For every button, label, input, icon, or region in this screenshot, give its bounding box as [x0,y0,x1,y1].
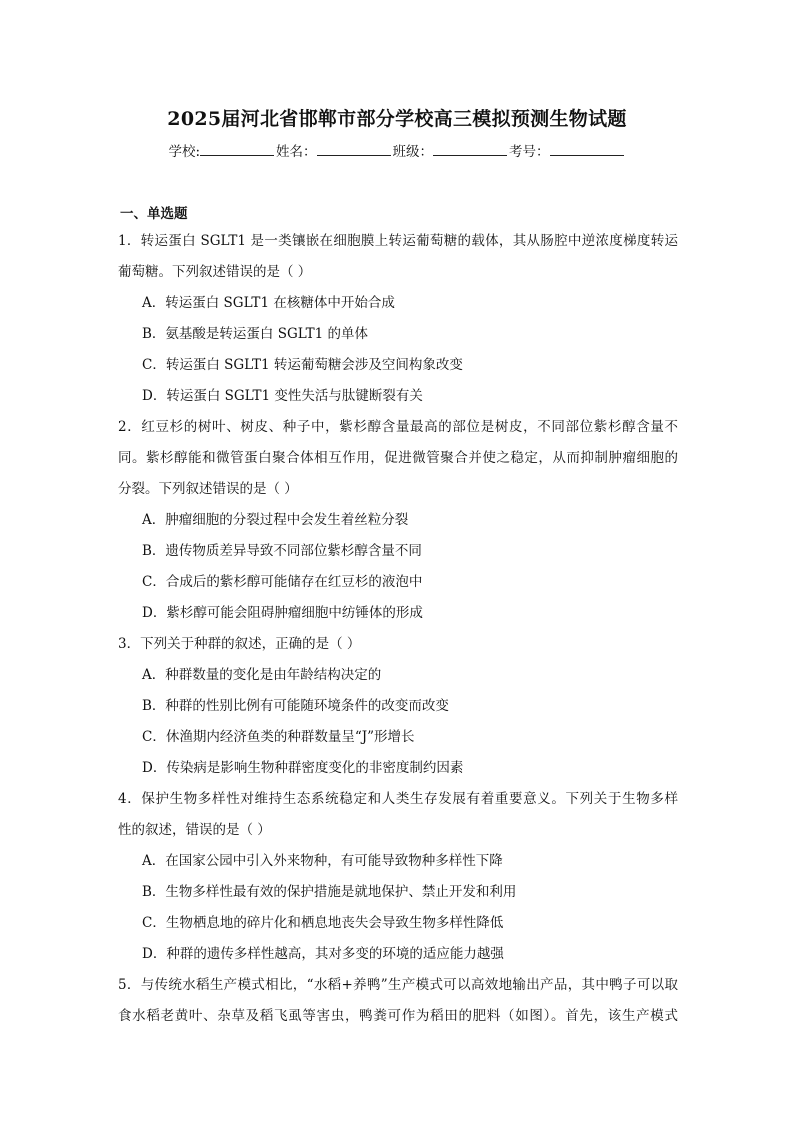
section-heading: 一、单选题 [120,206,188,222]
question-2 [118,412,678,629]
school-label: 学校: [168,144,201,160]
question-stem-line: 性的叙述，错误的是（ ） [118,822,271,838]
school-field [168,140,276,160]
question-stem-line: 葡萄糖。下列叙述错误的是（ ） [118,264,312,280]
exam-title: 2025届河北省邯郸市部分学校高三模拟预测生物试题 [167,108,627,130]
question-stem-line: 分裂。下列叙述错误的是（ ） [118,481,298,497]
option-d: D．转运蛋白 SGLT1 变性失活与肽键断裂有关 [142,388,423,404]
name-field [276,140,393,160]
option-a: A．在国家公园中引入外来物种，有可能导致物种多样性下降 [142,853,503,869]
question-3 [118,629,678,784]
option-b: B．种群的性别比例有可能随环境条件的改变而改变 [142,698,449,714]
class-blank[interactable] [433,143,507,156]
student-info-line [0,140,794,160]
exam-number-blank[interactable] [550,143,624,156]
option-b: B．生物多样性最有效的保护措施是就地保护、禁止开发和利用 [142,884,517,900]
option-c: C．转运蛋白 SGLT1 转运葡萄糖会涉及空间构象改变 [142,357,463,373]
name-label: 姓名： [276,144,317,160]
class-label: 班级： [392,144,434,160]
question-4 [118,784,678,970]
option-d: D．传染病是影响生物种群密度变化的非密度制约因素 [142,760,464,776]
question-list [118,226,678,1032]
question-stem-line: 1．转运蛋白 SGLT1 是一类镶嵌在细胞膜上转运葡萄糖的载体，其从肠腔中逆浓度梯度转运 [118,233,678,249]
name-blank[interactable] [317,143,391,156]
option-b: B．氨基酸是转运蛋白 SGLT1 的单体 [142,326,368,342]
school-blank[interactable] [200,143,274,156]
option-c: C．合成后的紫杉醇可能储存在红豆杉的液泡中 [142,574,423,590]
question-5 [118,970,678,1032]
question-stem-line: 4．保护生物多样性对维持生态系统稳定和人类生存发展有着重要意义。下列关于生物多样 [118,791,678,807]
question-stem-line: 2．红豆杉的树叶、树皮、种子中，紫杉醇含量最高的部位是树皮，不同部位紫杉醇含量不 [118,419,678,435]
option-a: A．肿瘤细胞的分裂过程中会发生着丝粒分裂 [142,512,409,528]
option-d: D．种群的遗传多样性越高，其对多变的环境的适应能力越强 [142,946,504,962]
exam-number-label: 考号： [509,144,550,160]
question-stem-line: 3．下列关于种群的叙述，正确的是（ ） [118,636,361,652]
question-1 [118,226,678,412]
question-stem-line: 食水稻老黄叶、杂草及稻飞虱等害虫，鸭粪可作为稻田的肥料（如图）。首先，该生产模式 [118,1008,678,1024]
question-stem-line: 5．与传统水稻生产模式相比，“水稻+养鸭”生产模式可以高效地输出产品，其中鸭子可以取 [118,977,678,993]
option-b: B．遗传物质差异导致不同部位紫杉醇含量不同 [142,543,422,559]
question-stem-line: 同。紫杉醇能和微管蛋白聚合体相互作用，促进微管聚合并使之稳定，从而抑制肿瘤细胞的 [118,450,678,466]
option-a: A．种群数量的变化是由年龄结构决定的 [142,667,382,683]
class-field [393,140,510,160]
option-d: D．紫杉醇可能会阻碍肿瘤细胞中纺锤体的形成 [142,605,423,621]
option-a: A．转运蛋白 SGLT1 在核糖体中开始合成 [142,295,395,311]
exam-number-field [509,140,626,160]
option-c: C．休渔期内经济鱼类的种群数量呈“J”形增长 [142,729,415,745]
option-c: C．生物栖息地的碎片化和栖息地丧失会导致生物多样性降低 [142,915,504,931]
